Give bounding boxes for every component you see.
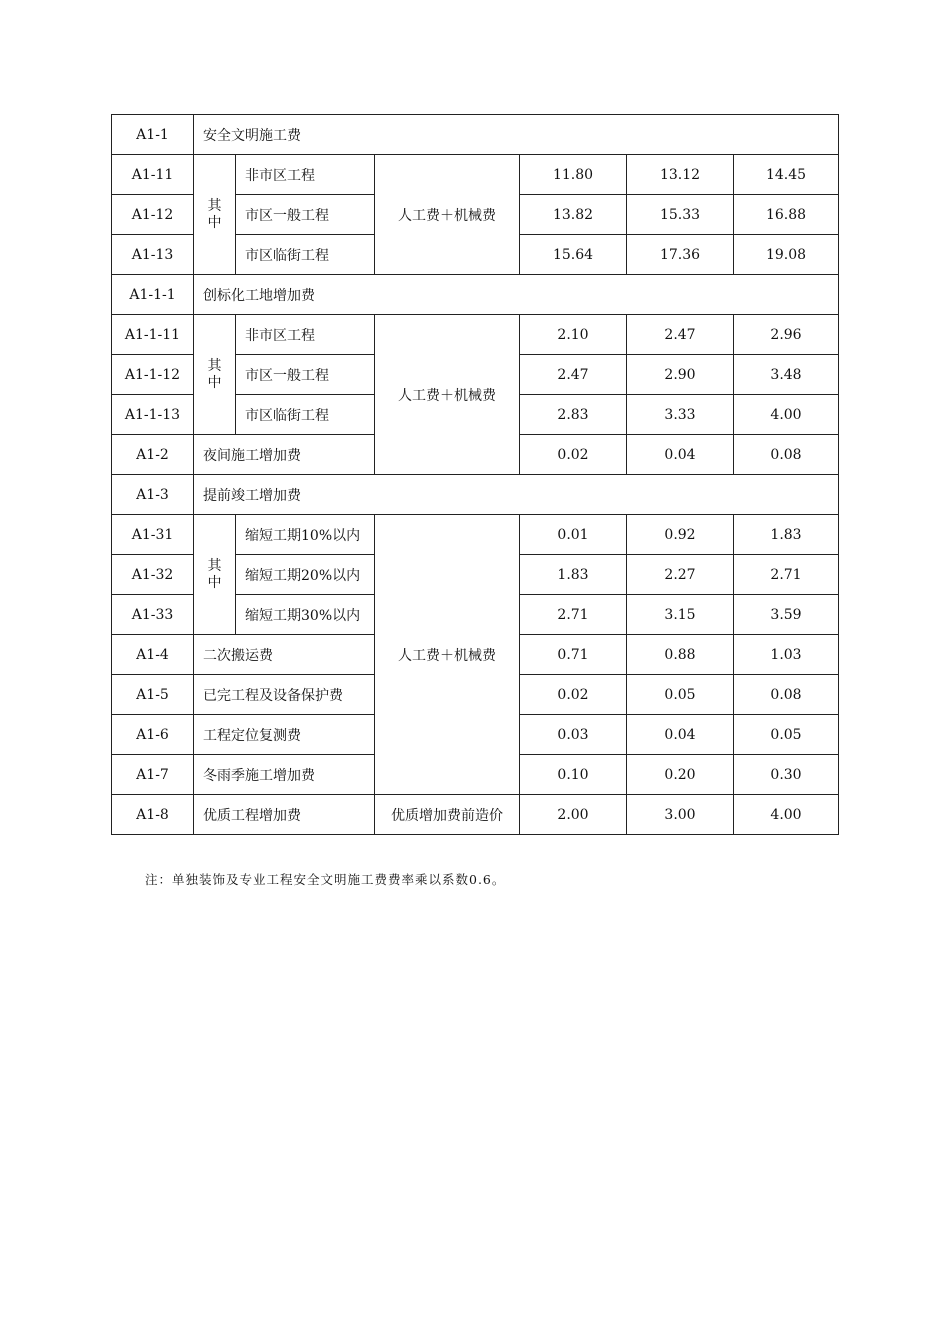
- rate-value: 0.92: [627, 515, 734, 555]
- item-code: A1-1-13: [112, 395, 194, 435]
- qizhong-label: [194, 315, 236, 435]
- rate-value: 0.08: [734, 675, 839, 715]
- item-code: A1-13: [112, 235, 194, 275]
- rate-value: 19.08: [734, 235, 839, 275]
- qizhong-label: [194, 155, 236, 275]
- rate-value: 14.45: [734, 155, 839, 195]
- rate-value: 0.02: [520, 675, 627, 715]
- item-name: 冬雨季施工增加费: [194, 755, 375, 795]
- calc-base: 人工费＋机械费: [375, 315, 520, 475]
- rate-value: 0.04: [627, 715, 734, 755]
- item-name: 安全文明施工费: [194, 115, 839, 155]
- rate-value: 3.48: [734, 355, 839, 395]
- item-name: 市区临街工程: [236, 395, 375, 435]
- item-code: A1-6: [112, 715, 194, 755]
- rate-value: 0.05: [734, 715, 839, 755]
- qizhong-char: 中: [207, 214, 222, 231]
- calc-base: 人工费＋机械费: [375, 515, 520, 795]
- item-name: 创标化工地增加费: [194, 275, 839, 315]
- rate-value: 0.10: [520, 755, 627, 795]
- item-code: A1-4: [112, 635, 194, 675]
- item-name: 非市区工程: [236, 315, 375, 355]
- rate-value: 2.10: [520, 315, 627, 355]
- item-code: A1-8: [112, 795, 194, 835]
- rate-value: 13.82: [520, 195, 627, 235]
- item-name: 市区临街工程: [236, 235, 375, 275]
- rate-value: 2.27: [627, 555, 734, 595]
- item-code: A1-5: [112, 675, 194, 715]
- calc-base: 优质增加费前造价: [375, 795, 520, 835]
- table-note: 注：单独装饰及专业工程安全文明施工费费率乘以系数0.6。: [145, 872, 506, 887]
- table-row: [112, 475, 839, 515]
- rate-value: 2.71: [520, 595, 627, 635]
- rate-value: 0.71: [520, 635, 627, 675]
- rate-value: 2.90: [627, 355, 734, 395]
- item-name: 工程定位复测费: [194, 715, 375, 755]
- item-code: A1-1-12: [112, 355, 194, 395]
- item-name: 缩短工期20%以内: [236, 555, 375, 595]
- rate-value: 15.64: [520, 235, 627, 275]
- item-name: 优质工程增加费: [194, 795, 375, 835]
- fee-rate-table: [111, 114, 839, 835]
- qizhong-char: 其: [207, 357, 222, 374]
- item-name: 市区一般工程: [236, 355, 375, 395]
- item-name: 夜间施工增加费: [194, 435, 375, 475]
- table-row: [112, 515, 839, 555]
- item-code: A1-1-11: [112, 315, 194, 355]
- rate-value: 17.36: [627, 235, 734, 275]
- item-code: A1-7: [112, 755, 194, 795]
- item-code: A1-1-1: [112, 275, 194, 315]
- table-row: [112, 275, 839, 315]
- rate-value: 0.05: [627, 675, 734, 715]
- rate-value: 0.04: [627, 435, 734, 475]
- table-row: [112, 155, 839, 195]
- rate-value: 2.00: [520, 795, 627, 835]
- rate-value: 0.02: [520, 435, 627, 475]
- calc-base: 人工费＋机械费: [375, 155, 520, 275]
- item-name: 提前竣工增加费: [194, 475, 839, 515]
- rate-value: 1.83: [734, 515, 839, 555]
- item-code: A1-31: [112, 515, 194, 555]
- rate-value: 2.83: [520, 395, 627, 435]
- item-code: A1-1: [112, 115, 194, 155]
- rate-value: 2.47: [520, 355, 627, 395]
- item-code: A1-3: [112, 475, 194, 515]
- rate-value: 15.33: [627, 195, 734, 235]
- item-name: 二次搬运费: [194, 635, 375, 675]
- rate-value: 3.15: [627, 595, 734, 635]
- rate-value: 3.59: [734, 595, 839, 635]
- table-row: [112, 795, 839, 835]
- rate-value: 3.00: [627, 795, 734, 835]
- qizhong-char: 中: [207, 574, 222, 591]
- rate-value: 0.08: [734, 435, 839, 475]
- rate-value: 11.80: [520, 155, 627, 195]
- rate-value: 16.88: [734, 195, 839, 235]
- rate-value: 1.03: [734, 635, 839, 675]
- qizhong-char: 中: [207, 374, 222, 391]
- item-name: 缩短工期10%以内: [236, 515, 375, 555]
- qizhong-label: [194, 515, 236, 635]
- item-name: 非市区工程: [236, 155, 375, 195]
- item-code: A1-33: [112, 595, 194, 635]
- rate-value: 2.71: [734, 555, 839, 595]
- item-code: A1-2: [112, 435, 194, 475]
- rate-value: 0.88: [627, 635, 734, 675]
- rate-value: 1.83: [520, 555, 627, 595]
- item-code: A1-11: [112, 155, 194, 195]
- item-code: A1-32: [112, 555, 194, 595]
- item-name: 已完工程及设备保护费: [194, 675, 375, 715]
- rate-value: 0.30: [734, 755, 839, 795]
- table-row: [112, 115, 839, 155]
- rate-value: 4.00: [734, 795, 839, 835]
- rate-value: 2.96: [734, 315, 839, 355]
- item-name: 市区一般工程: [236, 195, 375, 235]
- qizhong-char: 其: [207, 557, 222, 574]
- rate-value: 2.47: [627, 315, 734, 355]
- rate-value: 0.20: [627, 755, 734, 795]
- rate-value: 0.03: [520, 715, 627, 755]
- rate-value: 13.12: [627, 155, 734, 195]
- item-name: 缩短工期30%以内: [236, 595, 375, 635]
- qizhong-char: 其: [207, 197, 222, 214]
- table-row: [112, 315, 839, 355]
- item-code: A1-12: [112, 195, 194, 235]
- rate-value: 0.01: [520, 515, 627, 555]
- rate-value: 4.00: [734, 395, 839, 435]
- rate-value: 3.33: [627, 395, 734, 435]
